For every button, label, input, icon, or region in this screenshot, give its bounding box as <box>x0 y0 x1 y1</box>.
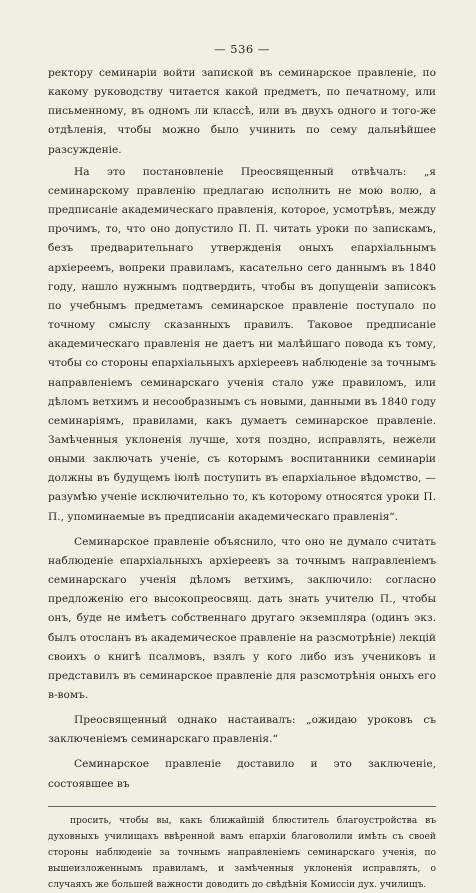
paragraph-2: На это постановленіе Преосвященный отвѣчалъ: „я семинарскому правленію предлагаю исполнить не мою волю, а предписаніе академическаго правленія, которое, усмотрѣвъ, между прочимъ, то, что оно допустило П. П. читать уроки по запискамъ, безъ предварительнаго утвержденія оныхъ епархіальнымъ архіереемъ, вопреки правиламъ, касательно сего даннымъ въ 1840 году, нашло нужнымъ подтвердить, чтобы въ допущеніи записокъ по учебнымъ предметамъ семинарское правленіе поступало по точному смыслу сказанныхъ правилъ. Таковое предписаніе академическаго правленія не даетъ ни малѣйшаго повода къ тому, чтобы со стороны епархіальныхъ архіереевъ наблюденіе за точнымъ направленіемъ семинарскаго ученія стало уже правиломъ, или дѣломъ ветхимъ и несообразнымъ съ новыми, данными въ 1840 году семинаріямъ, правилами, какъ думаетъ семинарское правленіе. Замѣченныя уклоненія лучше, хотя поздно, исправлять, нежели оными заключать ученіе, съ которымъ воспитанники семинаріи должны въ будущемъ іюлѣ поступить въ епархіальное вѣдомство, — разумѣю ученіе исключительно то, къ которому относятся уроки П. П., упоминаемые въ предписаніи академическаго правленія“. <box>48 165 436 523</box>
paragraph-3: Семинарское правленіе объяснило, что оно не думало считать наблюденіе епархіальныхъ архіереевъ за точнымъ направленіемъ семинарскаго ученія дѣломъ ветхимъ, заключило: согласно предложенію его высокопреосвящ. дать знать учителю П., чтобы онъ, буде не имѣетъ собственнаго другаго экземпляра (одинъ экз. былъ отосланъ въ академическое правленіе на разсмотрѣніе) лекцій своихъ о книгѣ псалмовъ, взялъ у кого либо изъ учениковъ и представилъ въ семинарское правленіе для разсмотрѣнія оныхъ его в-вомъ. <box>48 535 436 701</box>
paragraph-5: Семинарское правленіе доставило и это заключеніе, состоявшее въ <box>48 758 436 790</box>
footnote-text: просить, чтобы вы, какъ ближайшій блюститель благоустройства въ духовныхъ училищахъ ввѣренной вамъ епархіи благоволили имѣть съ своей стороны наблюденіе за точнымъ направленіемъ семинарскаго ученія, по вышеизложеннымъ правиламъ, и замѣченныя уклоненія исправлять, о случаяхъ же большей важности доводить до свѣдѣнія Комиссіи дух. училищъ. <box>48 815 436 890</box>
body-text <box>48 64 436 794</box>
page-number: — 536 — <box>214 42 270 56</box>
footnote-divider <box>48 806 436 807</box>
paragraph-4: Преосвященный однако настаивалъ: „ожидаю уроковъ съ заключеніемъ семинарскаго правленія.“ <box>48 714 436 746</box>
footnote <box>48 813 436 893</box>
paragraph-1: ректору семинаріи войти запиской въ семинарское правленіе, по какому руководству читается какой предметъ, по печатному, или письменному, въ одномъ ли классѣ, или въ двухъ одного и того-же отдѣленія, чтобы можно было учинить по сему дальнѣйшее разсужденіе. <box>48 67 436 156</box>
